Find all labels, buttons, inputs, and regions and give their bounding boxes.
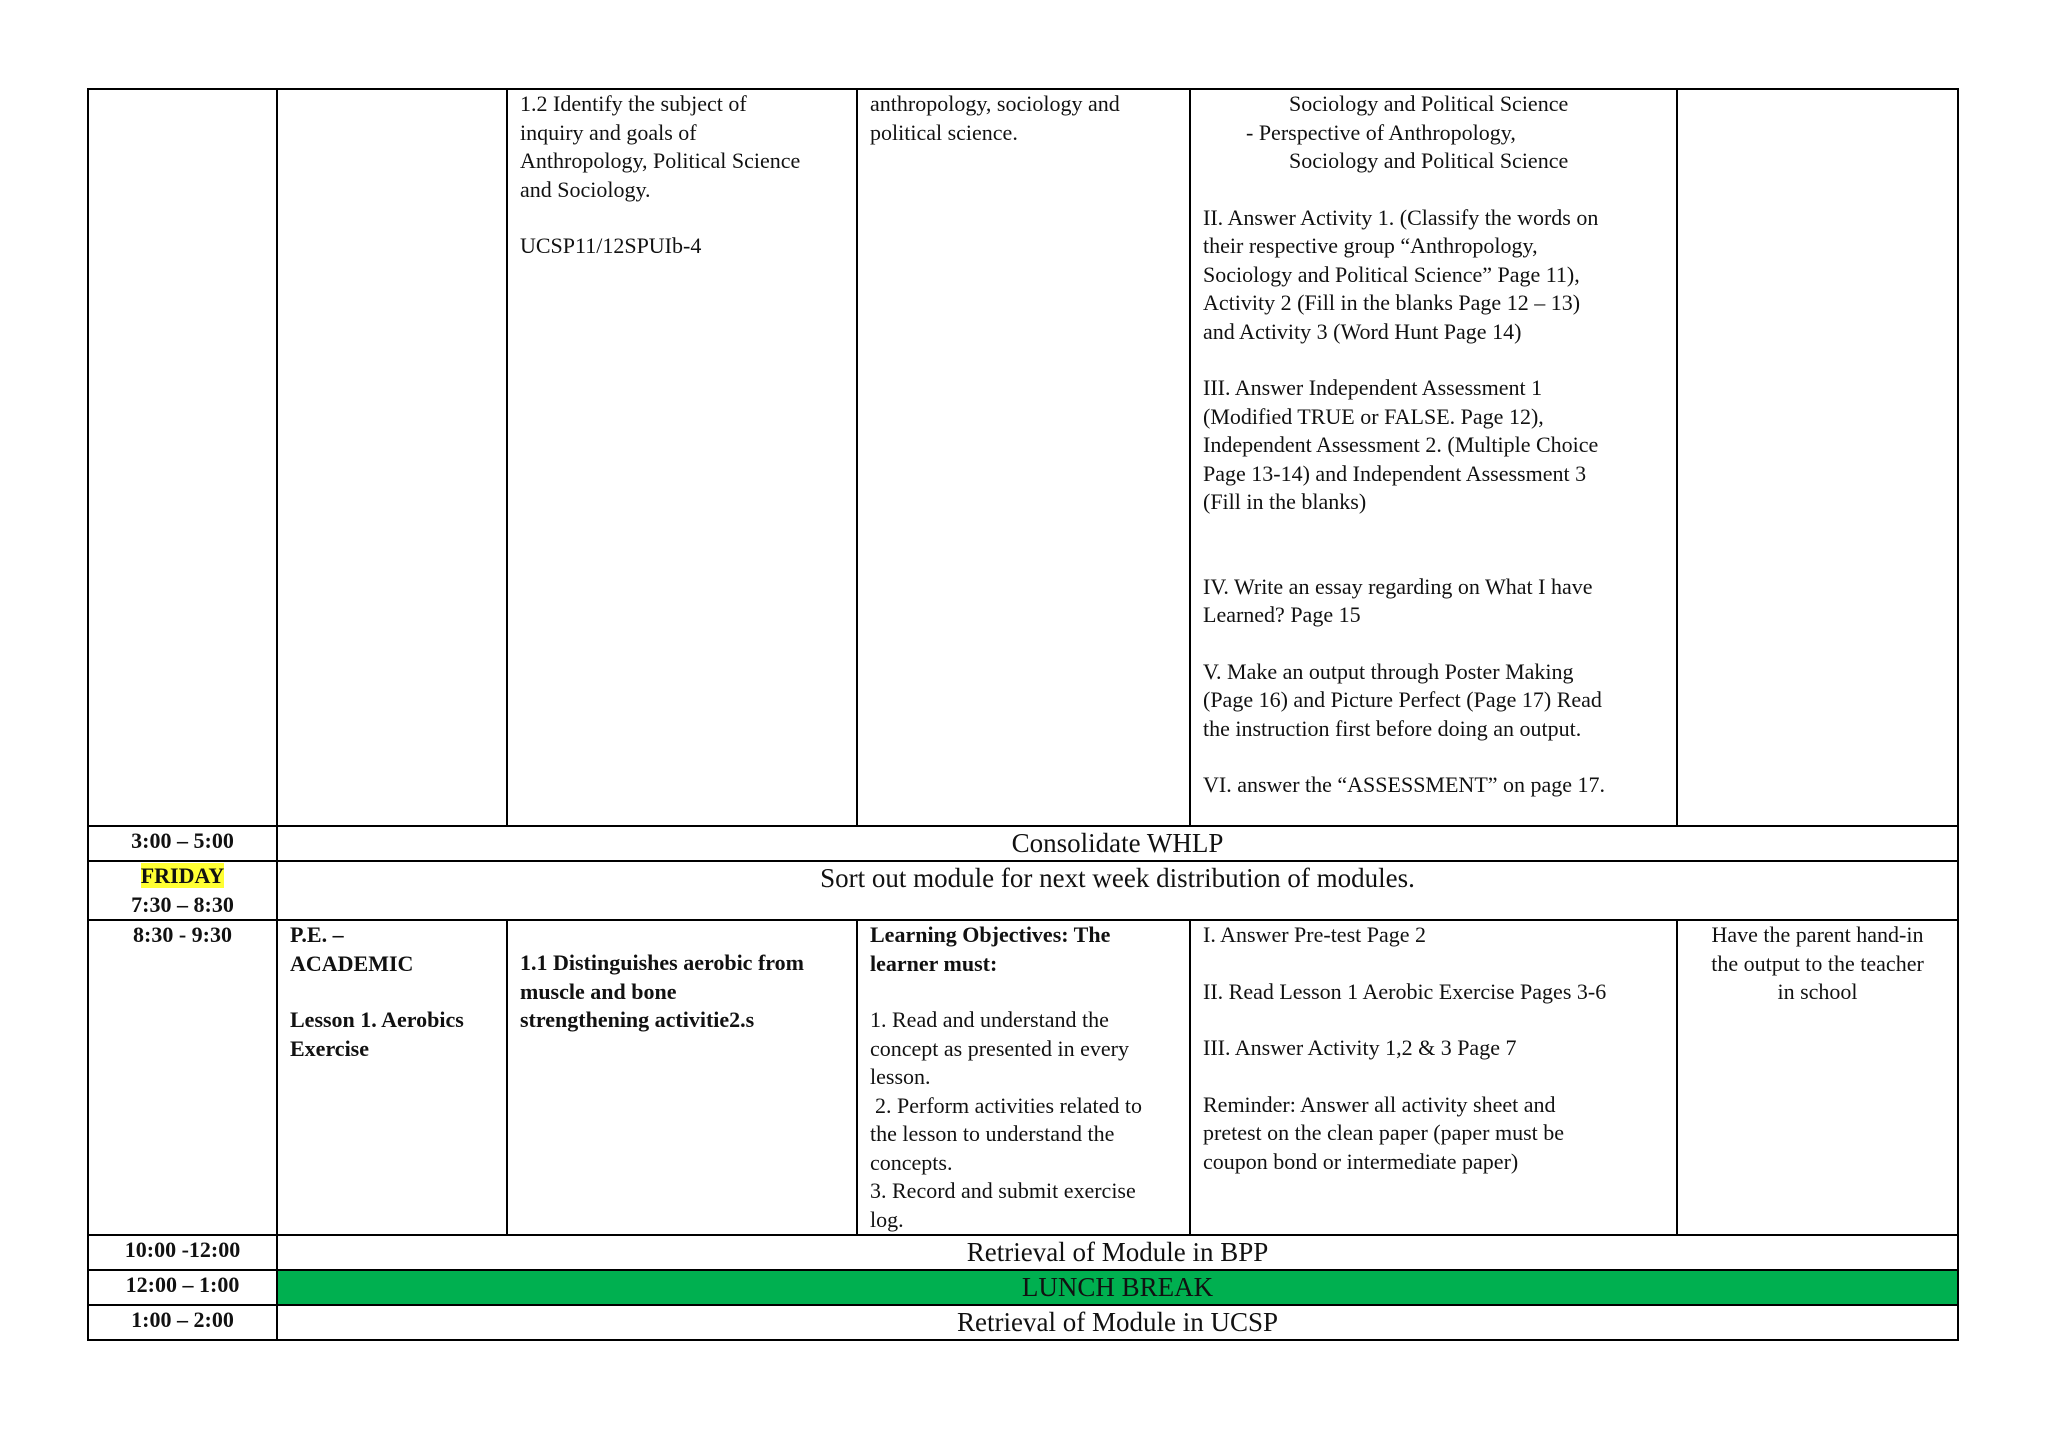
text-line: 1. Read and understand the: [870, 1007, 1109, 1032]
text-line: 1.1 Distinguishes aerobic from: [520, 950, 804, 975]
row-lunch-break: [88, 1270, 1958, 1305]
delivery-cell-empty: [1677, 89, 1958, 826]
merged-activity-cell: Retrieval of Module in BPP: [277, 1235, 1958, 1270]
text-line: Sociology and Political Science: [1289, 148, 1569, 173]
text-line: (Modified TRUE or FALSE. Page 12),: [1203, 403, 1544, 429]
text-line: Sociology and Political Science: [1289, 91, 1569, 116]
text-line: ACADEMIC: [290, 950, 414, 976]
text-line: Activity 2 (Fill in the blanks Page 12 – 13): [1203, 290, 1581, 315]
text-line: Independent Assessment 2. (Multiple Choice: [1203, 432, 1599, 457]
text-line: the instruction first before doing an output.: [1203, 715, 1582, 741]
text-line: 1.2 Identify the subject of: [520, 91, 747, 116]
task-1: I. Answer Pre-test Page 2: [1203, 922, 1427, 947]
text-line: inquiry and goals of: [520, 119, 697, 145]
text-line: the output to the teacher: [1711, 950, 1924, 976]
text-line: and Sociology.: [520, 176, 651, 202]
text-line: lesson.: [870, 1064, 931, 1089]
text-line: concepts.: [870, 1149, 953, 1175]
row-friday-sort: [88, 861, 1958, 920]
row-ucsp-continuation: [88, 89, 1958, 826]
row-pe-academic: [88, 920, 1958, 1235]
merged-activity-cell: Sort out module for next week distribution of modules.: [277, 861, 1958, 920]
text-line: Sociology and Political Science” Page 11),: [1203, 261, 1580, 287]
day-time-cell: [88, 861, 277, 920]
competency-text: [520, 90, 844, 204]
text-line: P.E. –: [290, 922, 344, 947]
delivery-cell: [1677, 920, 1958, 1235]
text-line: learner must:: [870, 950, 998, 976]
text-line: Reminder: Answer all activity sheet and: [1203, 1091, 1556, 1117]
text-line: 2. Perform activities related to: [875, 1092, 1142, 1118]
text-line: Have the parent hand-in: [1711, 922, 1924, 947]
text-line: anthropology, sociology and: [870, 91, 1120, 116]
text-line: Page 13-14) and Independent Assessment 3: [1203, 460, 1587, 486]
task-2: II. Read Lesson 1 Aerobic Exercise Pages 3-6: [1203, 978, 1607, 1004]
text-line: Anthropology, Political Science: [520, 148, 801, 173]
time-cell-empty: [88, 89, 277, 826]
task-5: [1203, 658, 1664, 744]
task-3: III. Answer Activity 1,2 & 3 Page 7: [1203, 1035, 1517, 1060]
time-label: 7:30 – 8:30: [131, 891, 234, 917]
time-cell: 1:00 – 2:00: [88, 1305, 277, 1340]
task-6: VI. answer the “ASSESSMENT” on page 17.: [1203, 772, 1606, 797]
learning-tasks-cell: [1190, 920, 1677, 1235]
task-2: [1203, 204, 1664, 347]
text-line: coupon bond or intermediate paper): [1203, 1148, 1519, 1174]
task-4: [1203, 573, 1664, 630]
text-line: pretest on the clean paper (paper must be: [1203, 1120, 1565, 1145]
text-line: political science.: [870, 119, 1018, 145]
task-intro: [1203, 90, 1664, 176]
competency-code: UCSP11/12SPUIb-4: [520, 233, 702, 258]
objectives-heading: Learning Objectives: The: [870, 922, 1111, 947]
time-cell: 10:00 -12:00: [88, 1235, 277, 1270]
text-line: and Activity 3 (Word Hunt Page 14): [1203, 318, 1522, 344]
weekly-home-learning-plan-table: [87, 88, 1959, 1341]
text-line: Exercise: [290, 1035, 370, 1061]
objectives-cell: [857, 920, 1190, 1235]
text-line: Learned? Page 15: [1203, 602, 1361, 627]
text-line: 3. Record and submit exercise: [870, 1178, 1136, 1203]
text-line: II. Answer Activity 1. (Classify the words on: [1203, 204, 1599, 230]
lesson-title: Lesson 1. Aerobics: [290, 1007, 464, 1032]
text-line: IV. Write an essay regarding on What I have: [1203, 573, 1593, 599]
time-cell: 12:00 – 1:00: [88, 1270, 277, 1305]
subject-cell: [277, 920, 507, 1235]
task-3: [1203, 374, 1664, 517]
text-line: (Page 16) and Picture Perfect (Page 17) Read: [1203, 687, 1602, 712]
text-line: in school: [1777, 979, 1858, 1004]
text-line: - Perspective of Anthropology,: [1246, 119, 1516, 145]
objectives-cell: [857, 89, 1190, 826]
row-retrieval-bpp: [88, 1235, 1958, 1270]
text-line: V. Make an output through Poster Making: [1203, 658, 1574, 684]
row-retrieval-ucsp: [88, 1305, 1958, 1340]
merged-activity-cell: Consolidate WHLP: [277, 826, 1958, 861]
reminder: [1203, 1091, 1664, 1177]
text-line: (Fill in the blanks): [1203, 489, 1367, 514]
text-line: muscle and bone: [520, 978, 677, 1004]
text-line: concept as presented in every: [870, 1035, 1129, 1061]
text-line: their respective group “Anthropology,: [1203, 233, 1538, 258]
time-cell: 8:30 - 9:30: [88, 920, 277, 1235]
time-cell: 3:00 – 5:00: [88, 826, 277, 861]
subject-cell-empty: [277, 89, 507, 826]
text-line: strengthening activitie2.s: [520, 1007, 755, 1032]
competency-cell: [507, 89, 857, 826]
learning-tasks-cell: [1190, 89, 1677, 826]
text-line: log.: [870, 1206, 904, 1232]
text-line: III. Answer Independent Assessment 1: [1203, 375, 1543, 400]
text-line: the lesson to understand the: [870, 1121, 1115, 1146]
row-consolidate: [88, 826, 1958, 861]
merged-activity-cell: Retrieval of Module in UCSP: [277, 1305, 1958, 1340]
competency-cell: [507, 920, 857, 1235]
day-label-friday: FRIDAY: [140, 863, 225, 888]
lunch-break-cell: LUNCH BREAK: [277, 1270, 1958, 1305]
